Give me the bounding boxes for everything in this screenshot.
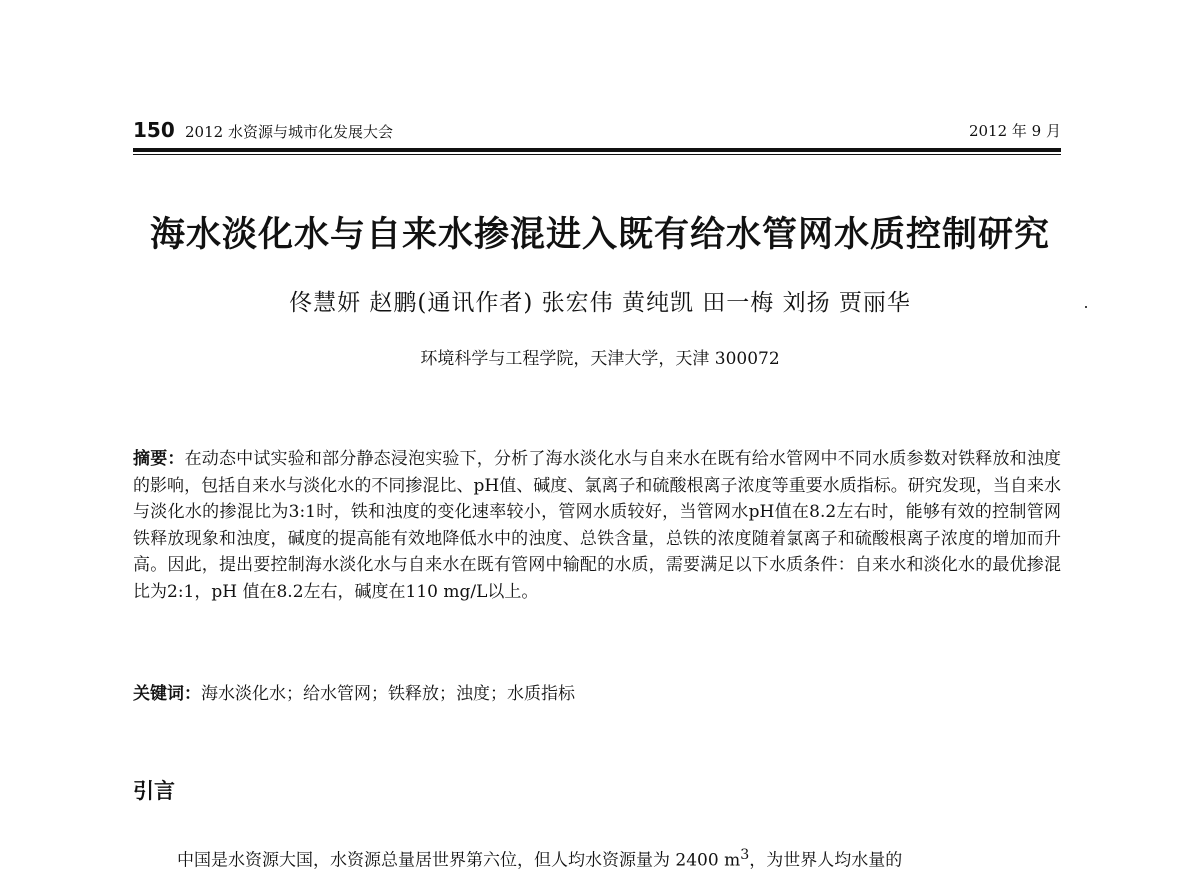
header-rule-thick [133, 148, 1061, 152]
affiliation: 环境科学与工程学院，天津大学，天津 300072 [420, 349, 780, 369]
intro-text-before: 中国是水资源大国，水资源总量居世界第六位，但人均水资源量为 2400 m [177, 850, 741, 871]
conference-name: 2012 水资源与城市化发展大会 [185, 123, 393, 141]
header-rule-thin [133, 154, 1061, 155]
page-number: 150 [133, 118, 175, 142]
paper-title: 海水淡化水与自来水掺混进入既有给水管网水质控制研究 [149, 215, 1050, 255]
intro-superscript: 3 [740, 847, 750, 863]
intro-paragraph [133, 842, 1061, 874]
running-header [133, 118, 1061, 144]
publication-date: 2012 年 9 月 [968, 122, 1061, 140]
author-list: 佟慧妍 赵鹏(通讯作者) 张宏伟 黄纯凯 田一梅 刘扬 贾丽华 [289, 290, 911, 316]
keywords-label: 关键词： [133, 684, 201, 704]
abstract-text: 在动态中试实验和部分静态浸泡实验下，分析了海水淡化水与自来水在既有给水管网中不同水质参数对铁释放和浊度的影响，包括自来水与淡化水的不同掺混比、pH值、碱度、氯离子和硫酸根离子浓度等重要水质指标。研究发现，当自来水与淡化水的掺混比为3:1时，铁和浊度的变化速率较小，管网水质较好，当管网水pH值在8.2左右时，能够有效的控制管网铁释放现象和浊度，碱度的提高能有效地降低水中的浊度、总铁含量，总铁的浓度随着氯离子和硫酸根离子浓度的增加而升高。因此，提出要控制海水淡化水与自来水在既有管网中输配的水质，需要满足以下水质条件：自来水和淡化水的最优掺混比为2:1，pH 值在8.2左右，碱度在110 mg/L以上。 [133, 449, 1062, 602]
intro-text-after: ，为世界人均水量的 [749, 850, 903, 871]
abstract [133, 446, 1061, 605]
scan-speck [1085, 306, 1087, 308]
section-heading: 引言 [133, 779, 175, 803]
keywords-text: 海水淡化水；给水管网；铁释放；浊度；水质指标 [201, 684, 575, 704]
abstract-label: 摘要： [133, 449, 185, 469]
keywords [133, 681, 1061, 707]
